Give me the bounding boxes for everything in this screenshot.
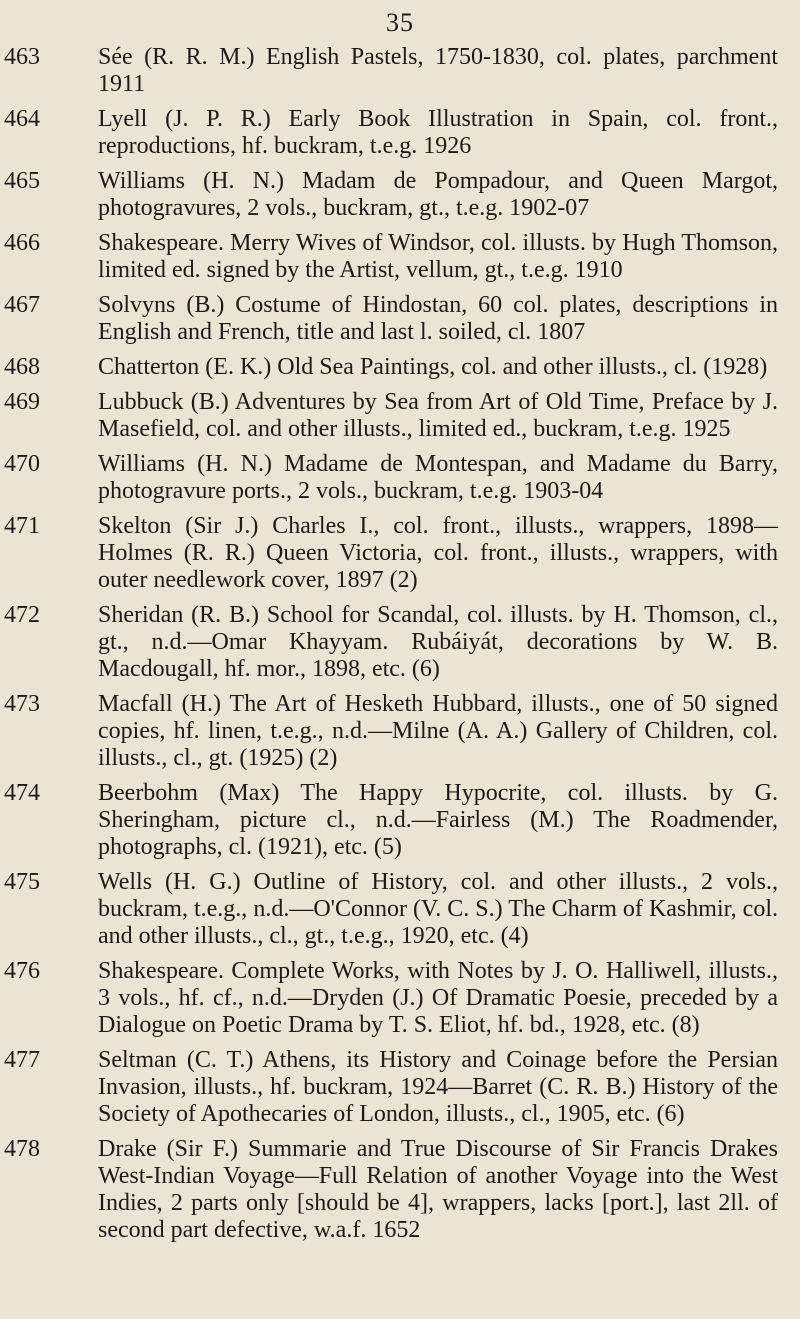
lot-description: Seltman (C. T.) Athens, its History and Coinage before the Persian Invasion, illusts., hf. buckram, 1924—Barret (C. R. B.) History of the Society of Apothecaries of London, illusts., cl., 1905, etc. (6) xyxy=(98,1047,778,1127)
lot-number: 464 xyxy=(4,106,40,132)
lot-entry xyxy=(0,168,800,222)
lot-description: Wells (H. G.) Outline of History, col. and other illusts., 2 vols., buckram, t.e.g., n.d.—O'Connor (V. C. S.) The Charm of Kashmir, col. and other illusts., cl., gt., t.e.g., 1920, etc. (4) xyxy=(98,869,778,949)
lot-description: Beerbohm (Max) The Happy Hypocrite, col. illusts. by G. Sheringham, picture cl., n.d.—Fairless (M.) The Roadmender, photographs, cl. (1921), etc. (5) xyxy=(98,780,778,860)
lot-entry xyxy=(0,513,800,594)
lot-entry xyxy=(0,869,800,950)
lot-entry xyxy=(0,1136,800,1244)
lot-number: 474 xyxy=(4,780,40,806)
lot-entry xyxy=(0,1047,800,1128)
lot-entry xyxy=(0,292,800,346)
lot-list xyxy=(0,44,800,1252)
lot-number: 466 xyxy=(4,230,40,256)
lot-entry xyxy=(0,354,800,381)
lot-description: Williams (H. N.) Madame de Montespan, and Madame du Barry, photogravure ports., 2 vols., buckram, t.e.g. 1903-04 xyxy=(98,451,778,504)
lot-description: Sheridan (R. B.) School for Scandal, col. illusts. by H. Thomson, cl., gt., n.d.—Omar Khayyam. Rubáiyát, decorations by W. B. Macdougall, hf. mor., 1898, etc. (6) xyxy=(98,602,778,682)
lot-number: 463 xyxy=(4,44,40,70)
lot-description: Shakespeare. Complete Works, with Notes by J. O. Halliwell, illusts., 3 vols., hf. cf., n.d.—Dryden (J.) Of Dramatic Poesie, preceded by a Dialogue on Poetic Drama by T. S. Eliot, hf. bd., 1928, etc. (8) xyxy=(98,958,778,1038)
lot-number: 471 xyxy=(4,513,40,539)
lot-entry xyxy=(0,602,800,683)
lot-number: 469 xyxy=(4,389,40,415)
lot-description: Sée (R. R. M.) English Pastels, 1750-1830, col. plates, parchment 1911 xyxy=(98,44,778,97)
lot-description: Shakespeare. Merry Wives of Windsor, col. illusts. by Hugh Thomson, limited ed. signed by the Artist, vellum, gt., t.e.g. 1910 xyxy=(98,230,778,283)
lot-entry xyxy=(0,691,800,772)
page-number: 35 xyxy=(386,8,414,37)
lot-number: 465 xyxy=(4,168,40,194)
lot-description: Solvyns (B.) Costume of Hindostan, 60 col. plates, descriptions in English and French, title and last l. soiled, cl. 1807 xyxy=(98,292,778,345)
lot-number: 475 xyxy=(4,869,40,895)
lot-entry xyxy=(0,958,800,1039)
lot-description: Lyell (J. P. R.) Early Book Illustration in Spain, col. front., reproductions, hf. buckram, t.e.g. 1926 xyxy=(98,106,778,159)
lot-entry xyxy=(0,780,800,861)
lot-number: 477 xyxy=(4,1047,40,1073)
lot-entry xyxy=(0,44,800,98)
lot-number: 476 xyxy=(4,958,40,984)
lot-number: 468 xyxy=(4,354,40,380)
lot-number: 473 xyxy=(4,691,40,717)
lot-description: Chatterton (E. K.) Old Sea Paintings, col. and other illusts., cl. (1928) xyxy=(98,354,768,380)
lot-entry xyxy=(0,389,800,443)
lot-number: 470 xyxy=(4,451,40,477)
lot-number: 478 xyxy=(4,1136,40,1162)
lot-description: Williams (H. N.) Madam de Pompadour, and Queen Margot, photogravures, 2 vols., buckram, gt., t.e.g. 1902-07 xyxy=(98,168,778,221)
lot-description: Drake (Sir F.) Summarie and True Discourse of Sir Francis Drakes West-Indian Voyage—Full Relation of another Voyage into the West Indies, 2 parts only [should be 4], wrappers, lacks [port.], last 2ll. of second part defective, w.a.f. 1652 xyxy=(98,1136,778,1243)
lot-number: 472 xyxy=(4,602,40,628)
lot-description: Macfall (H.) The Art of Hesketh Hubbard, illusts., one of 50 signed copies, hf. linen, t.e.g., n.d.—Milne (A. A.) Gallery of Children, col. illusts., cl., gt. (1925) (2) xyxy=(98,691,778,771)
lot-description: Lubbuck (B.) Adventures by Sea from Art of Old Time, Preface by J. Masefield, col. and other illusts., limited ed., buckram, t.e.g. 1925 xyxy=(98,389,778,442)
lot-entry xyxy=(0,230,800,284)
lot-number: 467 xyxy=(4,292,40,318)
lot-entry xyxy=(0,106,800,160)
lot-description: Skelton (Sir J.) Charles I., col. front., illusts., wrappers, 1898—Holmes (R. R.) Queen Victoria, col. front., illusts., wrappers, with outer needlework cover, 1897 (2) xyxy=(98,513,778,593)
lot-entry xyxy=(0,451,800,505)
